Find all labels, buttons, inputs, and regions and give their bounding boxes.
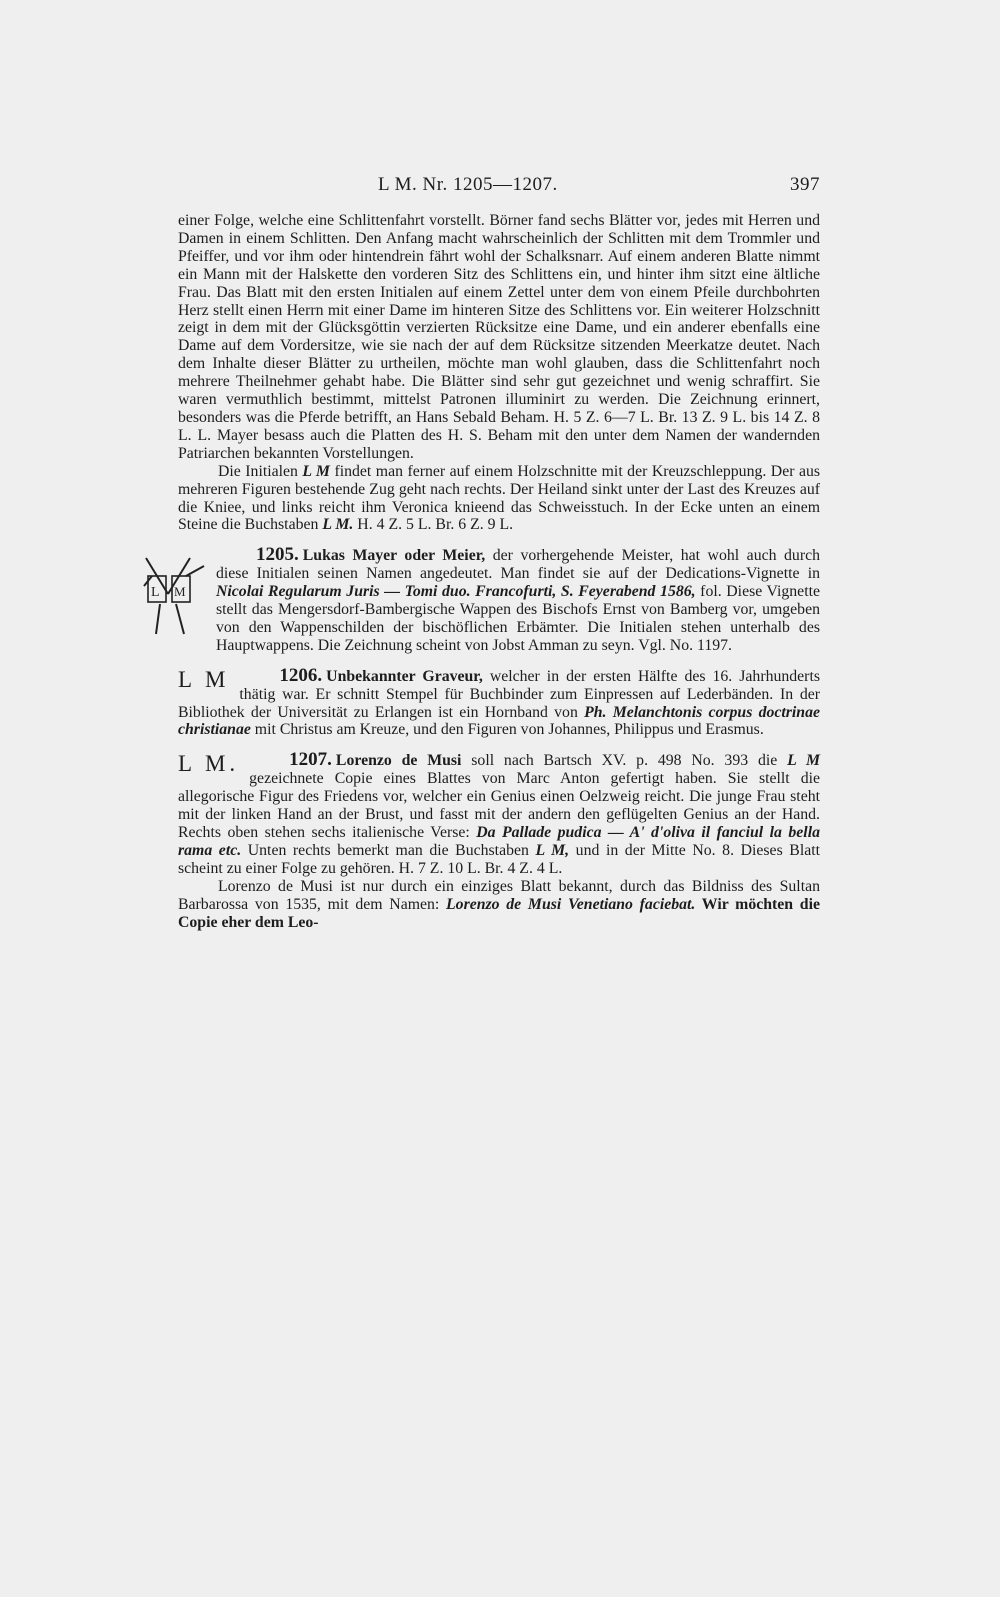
entry-1207 [178,751,820,931]
running-header [170,174,820,204]
entry-1205 [151,544,821,654]
monogram: L M. [178,751,240,777]
svg-text:L: L [151,585,160,601]
paragraph-initials: Die Initialen L M findet man ferner auf einem Holzschnitte mit der Kreuzschleppung. Der aus mehreren Figuren bestehende Zug geht nach rechts. Der Heiland sinkt unter der Last des Kreuzes auf die Kniee, und links reicht ihm Veronica knieend das Schweisstuch. In der Ecke unten an einem Steine die Buchstaben L M. H. 4 Z. 5 L. Br. 6 Z. 9 L. [178,462,820,534]
verse-quote: Da Pallade pudica — A' d'oliva il fanciul la bella rama etc. [178,824,820,859]
inline-monogram: L M, [535,841,570,859]
book-title: Nicolai Regularum Juris — Tomi duo. Francofurti, S. Feyerabend 1586, [216,583,696,601]
paragraph-sleigh-ride: einer Folge, welche eine Schlittenfahrt vorstellt. Börner fand sechs Blätter vor, jedes mit Herren und Damen in einem Schlitten. Den Anfang macht wahrscheinlich der Schlitten mit dem Trommler und Pfeiffer, und vor ihm oder hintendrein fährt wohl der Schalksnarr. Auf einem anderen Blatte nimmt ein Mann mit der Halskette den vorderen Sitz des Schlittens ein, und hinter ihm sitzt eine ältliche Frau. Das Blatt mit den ersten Initialen auf einem Zettel unter dem von einem Pfeile durchbohrten Herz stellt einen Herrn mit einer Dame im hinteren Sitze des Schlittens vor. Ein weiterer Holzschnitt zeigt in dem mit der Glücksgöttin verzierten Rücksitze eine Dame, und ein anderer ebenfalls eine Dame auf dem Vordersitze, wie sie nach der auf dem Rücksitze sitzenden Meerkatze deutet. Nach dem Inhalte dieser Blätter zu urtheilen, möchte man wohl glauben, dass die Schlittenfahrt noch mehrere Theilnehmer gehabt habe. Die Blätter sind sehr gut gezeichnet und wenig schraffirt. Sie waren vermuthlich bestimmt, mittelst Patronen illuminirt zu werden. Die Zeichnung erinnert, besonders was die Pferde betrifft, an Hans Sebald Beham. H. 5 Z. 6—7 L. Br. 13 Z. 9 L. bis 14 Z. 8 L. L. Mayer besass auch die Platten des H. S. Beham mit den unter dem Namen der wandernden Patriarchen bekannten Vorstellungen. [178,212,820,462]
artist-name: Lorenzo de Musi [335,752,462,770]
entry-1207-text: 1207. Lorenzo de Musi L M. soll nach Bartsch XV. p. 498 No. 393 die L M gezeichnete Copie eines Blattes von Marc Anton gefertigt haben. Sie stellt die allegorische Figur des Friedens vor, welcher ein Genius einen Oelzweig reicht. Die junge Frau steht mit der linken Hand an der Brust, und fasst mit der andern den geflügelten Genius an der Hand. Rechts oben stehen sechs italienische Verse: Da Pallade pudica — A' d'oliva il fanciul la bella rama etc. Unten rechts bemerkt man die Buchstaben L M, und in der Mitte No. 8. Dieses Blatt scheint zu einer Folge zu gehören. H. 7 Z. 10 L. Br. 4 Z. 4 L. [178,749,821,877]
entry-number: 1206. [279,664,323,686]
paragraph-closing: Lorenzo de Musi ist nur durch ein einziges Blatt bekannt, durch das Bildniss des Sultan Barbarossa von 1535, mit dem Namen: Lorenzo de Musi Venetiano faciebat. Wir möchten die Copie eher dem Leo- [178,877,820,931]
page-number: 397 [790,174,820,195]
inline-monogram: L M [302,462,330,480]
entry-1206-text: 1206. Unbekannter Graveur, L M welcher in der ersten Hälfte des 16. Jahrhunderts thätig war. Er schnitt Stempel für Buchbinder zum Einpressen auf Lederbänden. In der Bibliothek der Universität zu Erlangen ist ein Hornband von Ph. Melanchtonis corpus doctrinae christianae mit Christus am Kreuze, und den Figuren von Johannes, Philippus und Erasmus. [178,664,820,739]
monogram: L M [178,666,230,692]
entry-1206 [178,664,820,740]
entry-1205-text: 1205. Lukas Mayer oder Meier, L M der vorhergehende Meister, hat wohl auch durch diese Initialen seinen Namen angedeutet. Man findet sie auf der Dedications-Vignette in Nicolai Regularum Juris — Tomi duo. Francofurti, S. Feyerabend 1586, fol. Diese Vignette stellt das Mengersdorf-Bambergische Wappen des Bischofs Ernst von Bamberg vor, umgeben von den Wappenschilden der bischöflichen Erbämter. Die Initialen stehen unterhalb des Hauptwappens. Die Zeichnung scheint von Jobst Amman zu seyn. Vgl. No. 1197. [178,546,820,654]
entry-number: 1205. [256,544,299,566]
svg-text:M: M [174,584,186,600]
monogram-shield-icon [138,546,208,640]
inline-monogram: L M. [322,516,354,534]
artist-name: Lukas Mayer oder Meier, [302,547,486,565]
header-reference: L M. Nr. 1205—1207. [378,174,558,195]
signature-inscription: Lorenzo de Musi Venetiano faciebat. [446,895,696,913]
book-title: Ph. Melanchtonis corpus doctrinae christianae [178,703,820,739]
entry-number: 1207. [289,749,332,771]
page-body [151,212,821,931]
inline-monogram: L M [787,752,821,770]
artist-name: Unbekannter Graveur, [326,667,483,685]
